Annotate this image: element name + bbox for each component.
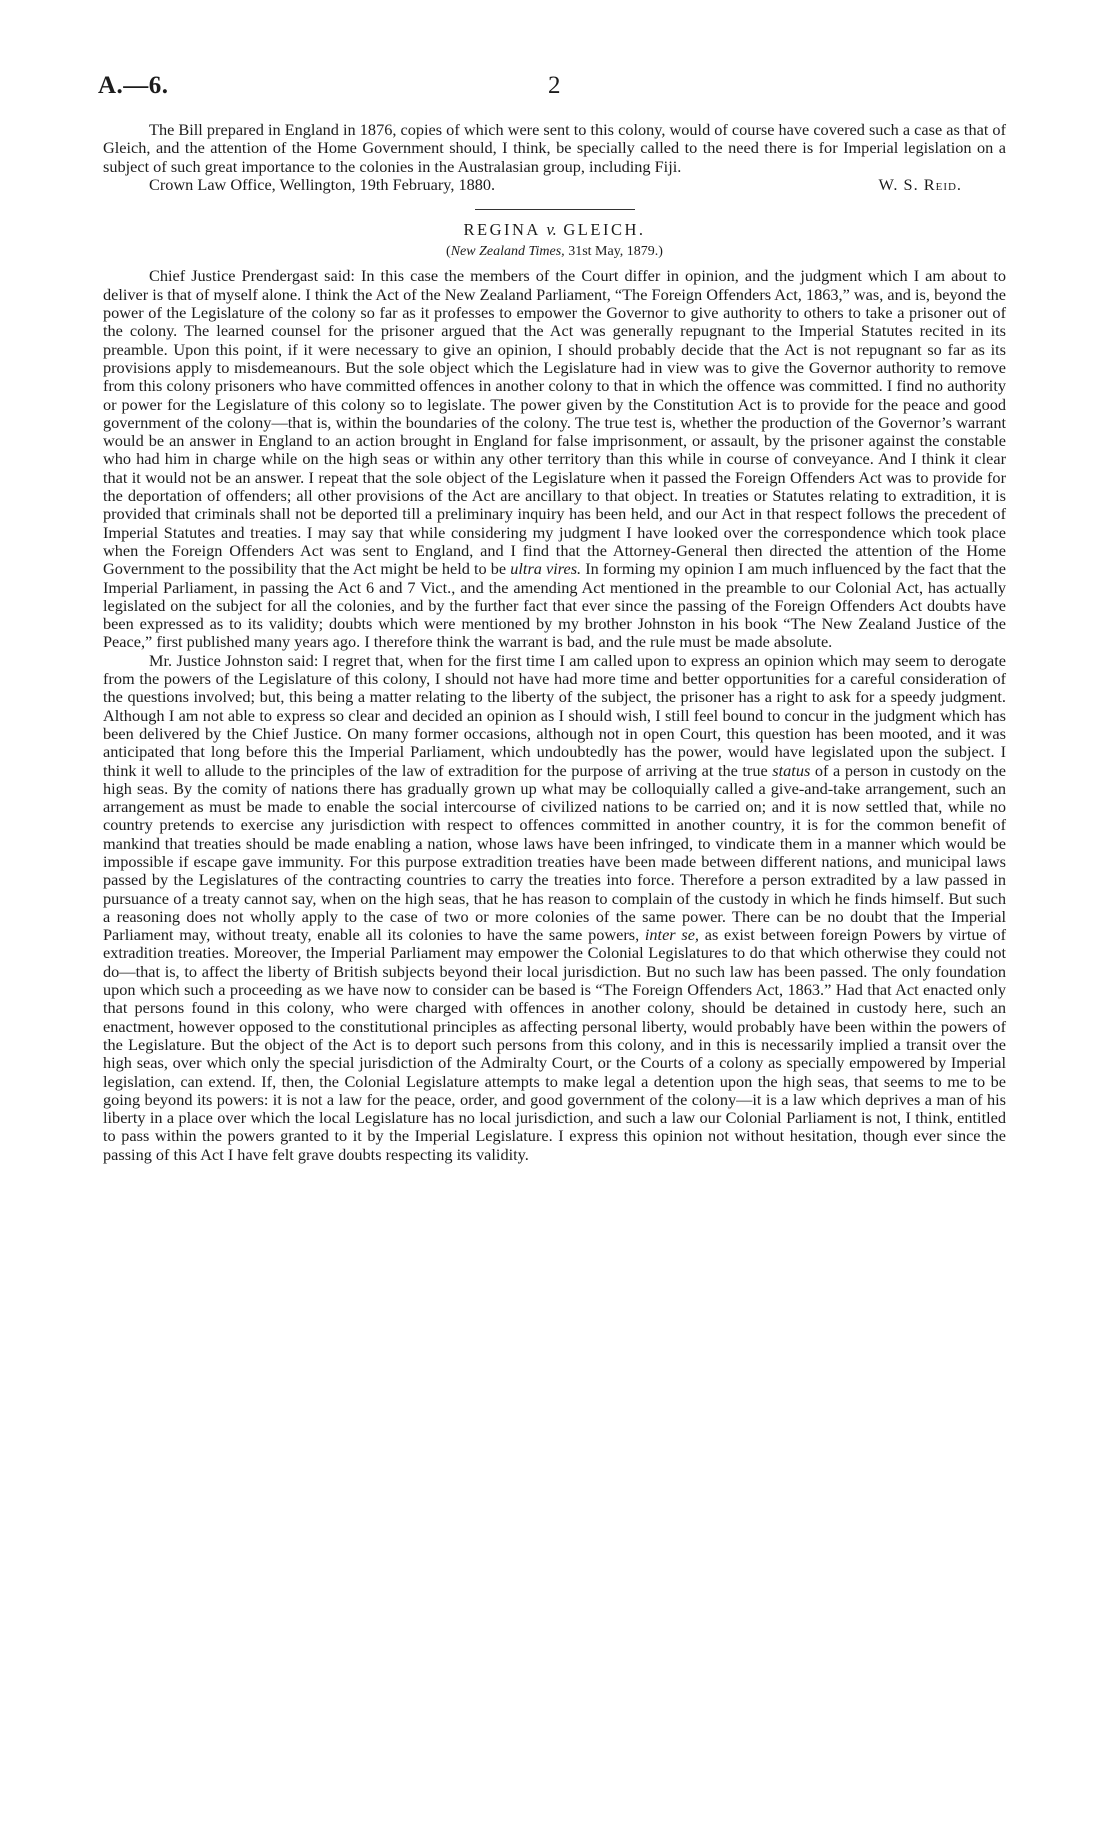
case-versus: v. bbox=[546, 219, 557, 239]
intro-paragraph: The Bill prepared in England in 1876, copies of which were sent to this colony, would of course have covered such a case as that of Gleich, and the attention of the Home Government should, I think, be specially called to the need there is for Imperial legislation on a subject of such great importance to the colonies in the Australasian group, including Fiji. bbox=[103, 120, 1006, 176]
prendergast-text-2: In forming my opinion I am much influenced by the fact that the Imperial Parliament, in passing the Act 6 and 7 Vict., and the amending Act mentioned in the preamble to our Colonial Act, has actually legislated on the subject for all the colonies, and by the further fact that ever since the passing of the Foreign Offenders Act doubts have been expressed as to its validity; doubts which were mentioned by my brother Johnston in his book “The New Zealand Justice of the Peace,” first published many years ago. I therefore think the warrant is bad, and the rule must be made absolute. bbox=[103, 559, 1006, 652]
johnston-text-2: of a person in custody on the high seas. By the comity of nations there has gradually grown up what may be colloquially called a give-and-take arrangement, such an arrangement as must be made to enable the social intercourse of civilized nations to be carried on; and it is now settled that, while no country pretends to exercise any jurisdiction with respect to offences committed in another country, it is for the common benefit of mankind that treaties should be made enabling a nation, whose laws have been infringed, to vindicate them in a manner which would be impossible if escape gave immunity. For this purpose extradition treaties have been made between different nations, and municipal laws passed by the Legislatures of the contracting countries to carry the treaties into force. Therefore a person extradited by a law passed in pursuance of a treaty cannot say, when on the high seas, that he has reason to complain of the custody in which he finds himself. But such a reasoning does not wholly apply to the case of two or more colonies of the same power. There can be no doubt that the Imperial Parliament may, without treaty, enable all its colonies to have the same powers, bbox=[103, 760, 1006, 945]
signoff-place-date: Crown Law Office, Wellington, 19th February, 1880. bbox=[149, 174, 496, 194]
signature: W. S. Reid. bbox=[878, 174, 962, 194]
source-open-paren: ( bbox=[446, 244, 451, 260]
section-divider bbox=[475, 209, 635, 210]
prendergast-italic-ultra-vires: ultra vires. bbox=[510, 559, 582, 579]
case-party-defendant: GLEICH. bbox=[563, 219, 646, 239]
prendergast-text-1: Chief Justice Prendergast said: In this case the members of the Court differ in opinion, and the judgment which I am about to deliver is that of myself alone. I think the Act of the New Zealand Parliament, “The Foreign Offenders Act, 1863,” was, and is, beyond the power of the Legislature of the colony so far as it professes to empower the Governor to give authority to others to take a prisoner out of the colony. The learned counsel for the prisoner argued that the Act was generally repugnant to the Imperial Statutes recited in its preamble. Upon this point, if it were necessary to give an opinion, I should probably decide that the Act is not repugnant so far as its provisions apply to misdemeanours. But the sole object which the Legislature had in view was to give the Governor authority to remove from this colony prisoners who have committed offences in another colony to that in which the offence was committed. I find no authority or power for the Legislature of this colony so to legislate. The power given by the Constitution Act is to provide for the peace and good government of the colony—that is, within the boundaries of the colony. The true test is, whether the production of the Governor’s warrant would be an answer in England to an action brought in England for false imprisonment, or assault, by the prisoner against the constable who had him in charge while on the high seas or within any other territory than this while in course of conveyance. And I think it clear that it would not be an answer. I repeat that the sole object of the Legislature when it passed the Foreign Offenders Act was to provide for the deportation of offenders; all other provisions of the Act are ancillary to that object. In treaties or Statutes relating to extradition, it is provided that criminals shall not be deported till a preliminary inquiry has been held, and our Act in that respect follows the precedent of Imperial Statutes and treaties. I may say that while considering my judgment I have looked over the correspondence which took place when the Foreign Offenders Act was sent to England, and I find that the Attorney-General then directed the attention of the Home Government to the possibility that the Act might be held to be bbox=[103, 266, 1006, 579]
case-party-plaintiff: REGINA bbox=[463, 219, 540, 239]
case-source-citation bbox=[103, 243, 1006, 261]
document-reference: A.—6. bbox=[98, 72, 169, 99]
page-number: 2 bbox=[548, 72, 561, 99]
source-date: 31st May, 1879.) bbox=[564, 244, 663, 260]
signoff-line bbox=[149, 176, 1006, 195]
johnston-text-1: Mr. Justice Johnston said: I regret that, when for the first time I am called upon to express an opinion which may seem to derogate from the powers of the Legislature of this colony, I should not have had more time and better opportunities for a careful consideration of the questions involved; but, this being a matter relating to the liberty of the subject, the prisoner has a right to ask for a speedy judgment. Although I am not able to express so clear and decided an opinion as I should wish, I still feel bound to concur in the judgment which has been delivered by the Chief Justice. On many former occasions, although not in open Court, this question has been mooted, and it was anticipated that long before this the Imperial Parliament, which undoubtedly has the power, would have legislated upon the subject. I think it well to allude to the principles of the law of extradition for the purpose of arriving at the true bbox=[103, 650, 1006, 780]
judgment-prendergast bbox=[103, 267, 1006, 651]
johnston-text-3: as exist between foreign Powers by virtue of extradition treaties. Moreover, the Imperial Parliament may empower the Colonial Legislatures to do that which otherwise they could not do—that is, to affect the liberty of British subjects beyond their local jurisdiction. But no such law has been passed. The only foundation upon which such a proceeding as we have now to consider can be based is “The Foreign Offenders Act, 1863.” Had that Act enacted only that persons found in this colony, who were charged with offences in another colony, should be detained in custody here, such an enactment, however opposed to the constitutional principles as affecting personal liberty, would probably have been within the powers of the Legislature. But the object of the Act is to deport such persons from this colony, and in this is necessarily implied a transit over the high seas, over which only the special jurisdiction of the Admiralty Court, or the Courts of a colony as specially empowered by Imperial legislation, can extend. If, then, the Colonial Legislature attempts to make legal a detention upon the high seas, that seems to me to be going beyond its powers: it is not a law for the peace, order, and good government of the colony—it is a law which deprives a man of his liberty in a place over which the local Legislature has no local jurisdiction, and such a law our Colonial Parliament is not, I think, entitled to pass within the powers granted to it by the Imperial Legislature. I express this opinion not without hesitation, though ever since the passing of this Act I have felt grave doubts respecting its validity. bbox=[103, 925, 1007, 1164]
johnston-italic-inter-se: inter se, bbox=[644, 925, 699, 945]
case-title bbox=[103, 221, 1006, 239]
document-body bbox=[103, 121, 1006, 1164]
johnston-italic-status: status bbox=[772, 760, 811, 780]
source-newspaper: New Zealand Times, bbox=[450, 244, 565, 260]
judgment-johnston bbox=[103, 652, 1006, 1164]
